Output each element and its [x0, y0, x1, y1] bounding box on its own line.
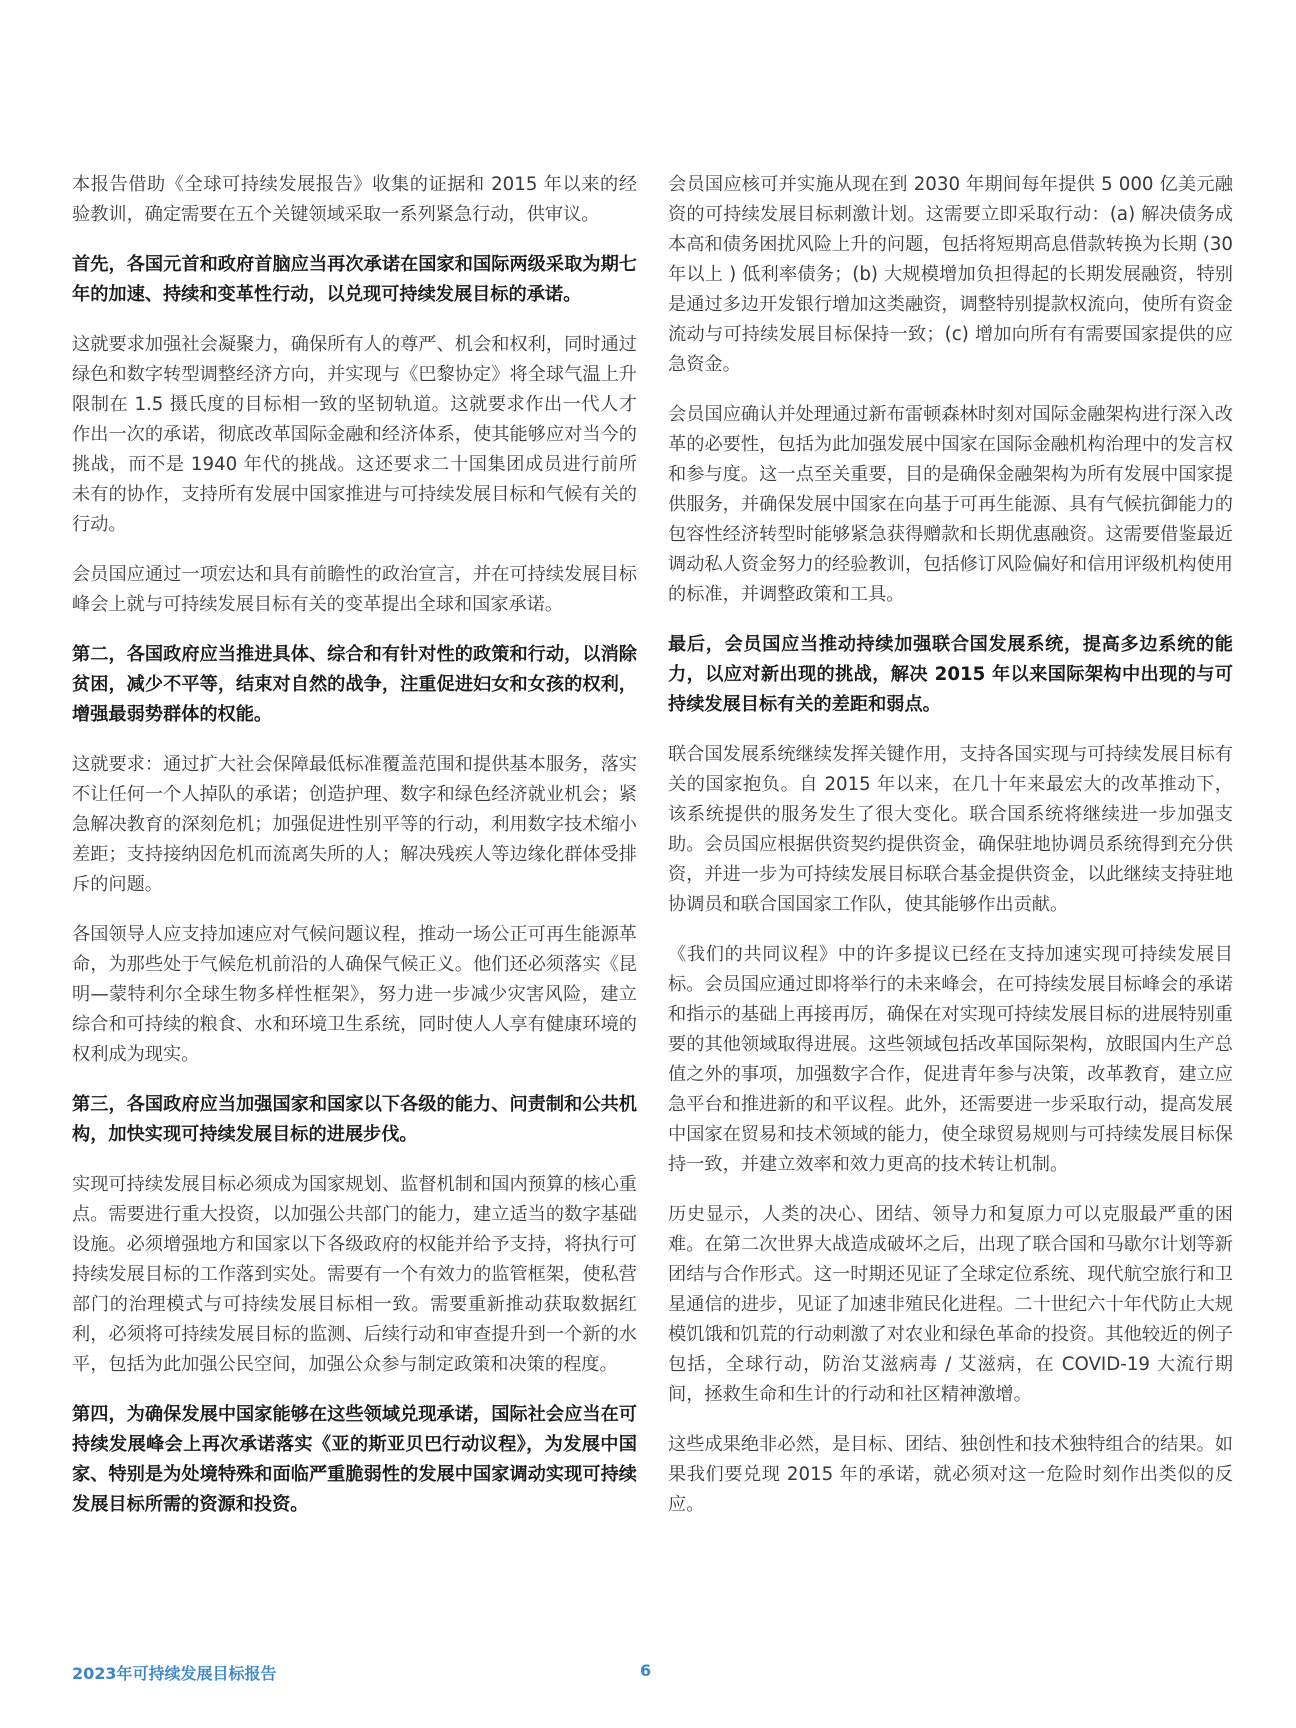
page-number: 6 — [640, 1661, 652, 1680]
paragraph: 会员国应确认并处理通过新布雷顿森林时刻对国际金融架构进行深入改革的必要性，包括为此加强发展中国家在国际金融机构治理中的发言权和参与度。这一点至关重要，目的是确保金融架构为所有发展中国家提供服务，并确保发展中国家在向基于可再生能源、具有气候抗御能力的包容性经济转型时能够紧急获得赠款和长期优惠融资。这需要借鉴最近调动私人资金努力的经验教训，包括修订风险偏好和信用评级机构使用的标准，并调整政策和工具。 — [668, 404, 1233, 605]
paragraph: 联合国发展系统继续发挥关键作用，支持各国实现与可持续发展目标有关的国家抱负。自 2015 年以来，在几十年来最宏大的改革推动下，该系统提供的服务发生了很大变化。联合国系统将继续进一步加强支助。会员国应根据供资契约提供资金，确保驻地协调员系统得到充分供资，并进一步为可持续发展目标联合基金提供资金，以此继续支持驻地协调员和联合国国家工作队，使其能够作出贡献。 — [668, 744, 1233, 915]
paragraph-bold: 第二，各国政府应当推进具体、综合和有针对性的政策和行动，以消除贫困，减少不平等，结束对自然的战争，注重促进妇女和女孩的权利，增强最弱势群体的权能。 — [72, 644, 637, 725]
paragraph: 会员国应核可并实施从现在到 2030 年期间每年提供 5 000 亿美元融资的可持续发展目标刺激计划。这需要立即采取行动：(a) 解决债务成本高和债务困扰风险上升的问题，包括将短期高息借款转换为长期 (30 年以上 ) 低利率债务；(b) 大规模增加负担得起的长期发展融资，特别是通过多边开发银行增加这类融资，调整特别提款权流向，使所有资金流动与可持续发展目标保持一致；(c) 增加向所有有需要国家提供的应急资金。 — [668, 174, 1233, 375]
paragraph-bold: 第三，各国政府应当加强国家和国家以下各级的能力、问责制和公共机构，加快实现可持续发展目标的进展步伐。 — [72, 1094, 637, 1145]
paragraph: 会员国应通过一项宏达和具有前瞻性的政治宣言，并在可持续发展目标峰会上就与可持续发展目标有关的变革提出全球和国家承诺。 — [72, 564, 637, 615]
paragraph-bold: 第四，为确保发展中国家能够在这些领域兑现承诺，国际社会应当在可持续发展峰会上再次承诺落实《亚的斯亚贝巴行动议程》，为发展中国家、特别是为处境特殊和面临严重脆弱性的发展中国家调动实现可持续发展目标所需的资源和投资。 — [72, 1404, 637, 1515]
footer-report-title: 2023年可持续发展目标报告 — [72, 1664, 277, 1683]
paragraph: 本报告借助《全球可持续发展报告》收集的证据和 2015 年以来的经验教训，确定需要在五个关键领域采取一系列紧急行动，供审议。 — [72, 174, 637, 225]
paragraph: 实现可持续发展目标必须成为国家规划、监督机制和国内预算的核心重点。需要进行重大投资，以加强公共部门的能力，建立适当的数字基础设施。必须增强地方和国家以下各级政府的权能并给予支持，将执行可持续发展目标的工作落到实处。需要有一个有效力的监管框架，使私营部门的治理模式与可持续发展目标相一致。需要重新推动获取数据红利，必须将可持续发展目标的监测、后续行动和审查提升到一个新的水平，包括为此加强公民空间，加强公众参与制定政策和决策的程度。 — [72, 1174, 637, 1375]
paragraph: 这就要求：通过扩大社会保障最低标准覆盖范围和提供基本服务，落实不让任何一个人掉队的承诺；创造护理、数字和绿色经济就业机会；紧急解决教育的深刻危机；加强促进性别平等的行动，利用数字技术缩小差距；支持接纳因危机而流离失所的人；解决残疾人等边缘化群体受排斥的问题。 — [72, 754, 637, 895]
paragraph: 《我们的共同议程》中的许多提议已经在支持加速实现可持续发展目标。会员国应通过即将举行的未来峰会，在可持续发展目标峰会的承诺和指示的基础上再接再厉，确保在对实现可持续发展目标的进展特别重要的其他领域取得进展。这些领域包括改革国际架构，放眼国内生产总值之外的事项，加强数字合作，促进青年参与决策，改革教育，建立应急平台和推进新的和平议程。此外，还需要进一步采取行动，提高发展中国家在贸易和技术领域的能力，使全球贸易规则与可持续发展目标保持一致，并建立效率和效力更高的技术转让机制。 — [668, 944, 1233, 1175]
paragraph: 历史显示，人类的决心、团结、领导力和复原力可以克服最严重的困难。在第二次世界大战造成破坏之后，出现了联合国和马歇尔计划等新团结与合作形式。这一时期还见证了全球定位系统、现代航空旅行和卫星通信的进步，见证了加速非殖民化进程。二十世纪六十年代防止大规模饥饿和饥荒的行动刺激了对农业和绿色革命的投资。其他较近的例子包括，全球行动，防治艾滋病毒 / 艾滋病，在 COVID-19 大流行期间，拯救生命和生计的行动和社区精神激增。 — [668, 1204, 1233, 1405]
paragraph: 各国领导人应支持加速应对气候问题议程，推动一场公正可再生能源革命，为那些处于气候危机前沿的人确保气候正义。他们还必须落实《昆明—蒙特利尔全球生物多样性框架》，努力进一步减少灾害风险，建立综合和可持续的粮食、水和环境卫生系统，同时使人人享有健康环境的权利成为现实。 — [72, 924, 637, 1065]
paragraph: 这些成果绝非必然，是目标、团结、独创性和技术独特组合的结果。如果我们要兑现 2015 年的承诺，就必须对这一危险时刻作出类似的反应。 — [668, 1434, 1233, 1515]
paragraph: 这就要求加强社会凝聚力，确保所有人的尊严、机会和权利，同时通过绿色和数字转型调整经济方向，并实现与《巴黎协定》将全球气温上升限制在 1.5 摄氏度的目标相一致的坚韧轨道。这就要求作出一代人才作出一次的承诺，彻底改革国际金融和经济体系，使其能够应对当今的挑战，而不是 1940 年代的挑战。这还要求二十国集团成员进行前所未有的协作，支持所有发展中国家推进与可持续发展目标和气候有关的行动。 — [72, 334, 637, 535]
paragraph-bold: 最后，会员国应当推动持续加强联合国发展系统，提高多边系统的能力，以应对新出现的挑战，解决 2015 年以来国际架构中出现的与可持续发展目标有关的差距和弱点。 — [668, 634, 1233, 715]
left-column — [72, 170, 637, 1540]
right-column — [668, 170, 1233, 1540]
paragraph-bold: 首先，各国元首和政府首脑应当再次承诺在国家和国际两级采取为期七年的加速、持续和变革性行动，以兑现可持续发展目标的承诺。 — [72, 254, 637, 305]
